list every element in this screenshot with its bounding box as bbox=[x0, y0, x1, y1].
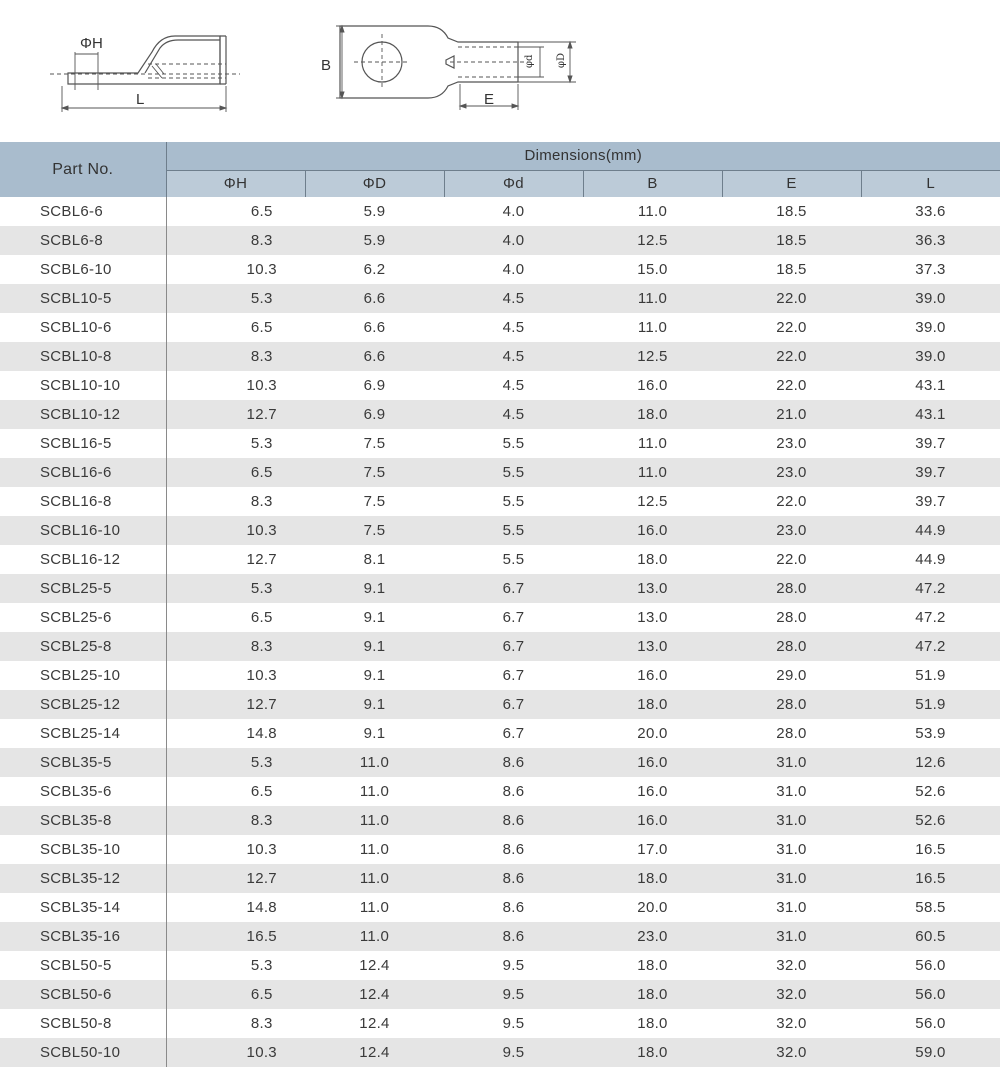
l-cell: 56.0 bbox=[915, 957, 946, 974]
phi-small-d-cell: 6.7 bbox=[444, 690, 583, 719]
phi-small-d-cell: 8.6 bbox=[502, 841, 525, 858]
phi-big-d-cell: 11.0 bbox=[359, 783, 390, 800]
table-row bbox=[0, 951, 1000, 980]
phi-small-d-cell: 4.0 bbox=[502, 261, 525, 278]
e-cell: 22.0 bbox=[722, 342, 861, 371]
e-cell: 22.0 bbox=[776, 493, 807, 510]
b-cell: 18.0 bbox=[637, 551, 668, 568]
b-cell: 16.0 bbox=[583, 806, 722, 835]
l-cell: 59.0 bbox=[861, 1038, 1000, 1067]
b-cell: 11.0 bbox=[637, 203, 668, 220]
phi-h-cell: 16.5 bbox=[166, 922, 305, 951]
part-number-cell: SCBL25-10 bbox=[0, 661, 166, 690]
e-cell: 23.0 bbox=[776, 435, 807, 452]
l-cell: 44.9 bbox=[861, 516, 1000, 545]
col-header-b: B bbox=[583, 170, 722, 197]
b-cell: 13.0 bbox=[583, 632, 722, 661]
e-cell: 32.0 bbox=[722, 980, 861, 1009]
phi-big-d-cell: 6.6 bbox=[305, 342, 444, 371]
part-number-cell: SCBL50-5 bbox=[0, 951, 166, 980]
l-cell: 47.2 bbox=[861, 574, 1000, 603]
table-row bbox=[0, 545, 1000, 574]
b-cell: 16.0 bbox=[637, 783, 668, 800]
l-cell: 39.7 bbox=[915, 435, 946, 452]
phi-big-d-cell: 11.0 bbox=[305, 864, 444, 893]
phi-small-d-cell: 5.5 bbox=[502, 435, 525, 452]
phi-h-cell: 8.3 bbox=[166, 342, 305, 371]
table-row bbox=[0, 400, 1000, 429]
e-cell: 28.0 bbox=[776, 725, 807, 742]
phi-h-cell: 6.5 bbox=[250, 783, 273, 800]
l-cell: 44.9 bbox=[915, 551, 946, 568]
e-cell: 28.0 bbox=[722, 574, 861, 603]
phi-h-cell: 5.3 bbox=[250, 957, 273, 974]
phi-h-cell: 12.7 bbox=[166, 400, 305, 429]
e-cell: 29.0 bbox=[776, 667, 807, 684]
b-cell: 20.0 bbox=[637, 725, 668, 742]
part-number-cell: SCBL6-8 bbox=[0, 226, 166, 255]
l-cell: 43.1 bbox=[915, 377, 946, 394]
part-number-cell: SCBL35-8 bbox=[0, 806, 166, 835]
phi-big-d-cell: 9.1 bbox=[363, 609, 386, 626]
part-no-header: Part No. bbox=[0, 142, 166, 197]
b-cell: 16.0 bbox=[637, 667, 668, 684]
part-number-cell: SCBL6-6 bbox=[0, 197, 166, 226]
phi-h-cell: 10.3 bbox=[246, 841, 277, 858]
phi-big-d-cell: 11.0 bbox=[359, 899, 390, 916]
phi-big-d-cell: 11.0 bbox=[305, 806, 444, 835]
e-cell: 32.0 bbox=[776, 957, 807, 974]
table-row bbox=[0, 864, 1000, 893]
table-row bbox=[0, 980, 1000, 1009]
e-cell: 28.0 bbox=[776, 609, 807, 626]
table-row bbox=[0, 458, 1000, 487]
b-cell: 16.0 bbox=[583, 748, 722, 777]
phi-h-cell: 14.8 bbox=[246, 899, 277, 916]
phi-big-d-cell: 11.0 bbox=[359, 841, 390, 858]
b-cell: 18.0 bbox=[583, 980, 722, 1009]
part-number-cell: SCBL25-6 bbox=[0, 603, 166, 632]
part-number-cell: SCBL25-14 bbox=[0, 719, 166, 748]
phi-big-d-cell: 9.1 bbox=[363, 667, 386, 684]
phi-big-d-cell: 5.9 bbox=[363, 203, 386, 220]
phi-small-d-cell: 8.6 bbox=[502, 783, 525, 800]
phi-small-d-cell: 6.7 bbox=[444, 574, 583, 603]
l-cell: 39.0 bbox=[861, 342, 1000, 371]
phi-small-d-cell: 8.6 bbox=[444, 748, 583, 777]
e-cell: 22.0 bbox=[776, 377, 807, 394]
part-number-cell: SCBL25-12 bbox=[0, 690, 166, 719]
phi-small-d-cell: 6.7 bbox=[502, 725, 525, 742]
l-cell: 12.6 bbox=[861, 748, 1000, 777]
phi-big-d-cell: 6.9 bbox=[363, 377, 386, 394]
phi-big-d-cell: 12.4 bbox=[359, 957, 390, 974]
phi-h-cell: 5.3 bbox=[166, 574, 305, 603]
l-cell: 33.6 bbox=[915, 203, 946, 220]
phi-big-d-cell: 9.1 bbox=[305, 632, 444, 661]
phi-h-cell: 8.3 bbox=[250, 493, 273, 510]
phi-small-d-cell: 4.5 bbox=[444, 284, 583, 313]
phi-h-cell: 6.5 bbox=[166, 458, 305, 487]
table-row bbox=[0, 284, 1000, 313]
phi-big-d-cell: 6.9 bbox=[305, 400, 444, 429]
phi-h-cell: 8.3 bbox=[166, 226, 305, 255]
col-header-phi-big-d: ΦD bbox=[305, 170, 444, 197]
b-cell: 16.0 bbox=[583, 516, 722, 545]
phi-big-d-cell: 12.4 bbox=[359, 1015, 390, 1032]
l-cell: 16.5 bbox=[861, 864, 1000, 893]
table-row bbox=[0, 226, 1000, 255]
table-row bbox=[0, 835, 1000, 864]
phi-h-cell: 6.5 bbox=[250, 319, 273, 336]
e-cell: 31.0 bbox=[722, 864, 861, 893]
phi-h-cell: 10.3 bbox=[166, 516, 305, 545]
phi-big-d-cell: 7.5 bbox=[305, 458, 444, 487]
phi-big-d-cell: 12.4 bbox=[305, 980, 444, 1009]
phi-small-d-cell: 8.6 bbox=[502, 899, 525, 916]
phi-big-d-cell: 5.9 bbox=[305, 226, 444, 255]
b-cell: 12.5 bbox=[583, 226, 722, 255]
e-cell: 32.0 bbox=[722, 1038, 861, 1067]
table-row bbox=[0, 371, 1000, 400]
l-cell: 39.7 bbox=[915, 493, 946, 510]
phi-big-d-cell: 7.5 bbox=[363, 493, 386, 510]
e-cell: 31.0 bbox=[722, 806, 861, 835]
b-cell: 11.0 bbox=[583, 458, 722, 487]
l-cell: 52.6 bbox=[861, 806, 1000, 835]
phi-small-d-cell: 4.5 bbox=[444, 342, 583, 371]
l-cell: 39.7 bbox=[861, 458, 1000, 487]
b-cell: 23.0 bbox=[583, 922, 722, 951]
phi-big-d-cell: 8.1 bbox=[363, 551, 386, 568]
b-cell: 18.0 bbox=[583, 1038, 722, 1067]
part-number-cell: SCBL16-6 bbox=[0, 458, 166, 487]
phi-small-d-cell: 6.7 bbox=[502, 609, 525, 626]
b-cell: 18.0 bbox=[637, 957, 668, 974]
dimensions-header: Dimensions(mm) bbox=[166, 142, 1000, 170]
phi-small-d-label: φd bbox=[524, 54, 535, 68]
e-cell: 31.0 bbox=[722, 748, 861, 777]
l-label: L bbox=[136, 91, 145, 108]
table-row bbox=[0, 603, 1000, 632]
l-cell: 39.0 bbox=[915, 319, 946, 336]
table-row bbox=[0, 313, 1000, 342]
table-row bbox=[0, 197, 1000, 226]
phi-big-d-label: φD bbox=[556, 52, 567, 68]
phi-h-cell: 6.5 bbox=[250, 203, 273, 220]
table-row bbox=[0, 342, 1000, 371]
phi-big-d-cell: 9.1 bbox=[363, 725, 386, 742]
phi-h-cell: 6.5 bbox=[166, 980, 305, 1009]
table-body bbox=[0, 197, 1000, 1067]
e-cell: 31.0 bbox=[776, 841, 807, 858]
part-number-cell: SCBL35-6 bbox=[0, 777, 166, 806]
e-cell: 18.5 bbox=[776, 203, 807, 220]
part-number-cell: SCBL50-6 bbox=[0, 980, 166, 1009]
col-header-l: L bbox=[861, 170, 1000, 197]
part-number-cell: SCBL25-5 bbox=[0, 574, 166, 603]
dimensions-table bbox=[0, 142, 1000, 1067]
phi-big-d-cell: 11.0 bbox=[305, 748, 444, 777]
phi-h-cell: 10.3 bbox=[246, 261, 277, 278]
e-cell: 21.0 bbox=[722, 400, 861, 429]
phi-big-d-cell: 6.6 bbox=[363, 319, 386, 336]
b-cell: 12.5 bbox=[637, 493, 668, 510]
b-cell: 17.0 bbox=[637, 841, 668, 858]
b-cell: 20.0 bbox=[637, 899, 668, 916]
e-cell: 18.5 bbox=[776, 261, 807, 278]
b-label: B bbox=[321, 57, 332, 74]
phi-big-d-cell: 6.2 bbox=[363, 261, 386, 278]
phi-h-cell: 5.3 bbox=[166, 748, 305, 777]
phi-h-label: ΦH bbox=[80, 35, 103, 52]
phi-h-cell: 14.8 bbox=[246, 725, 277, 742]
e-cell: 31.0 bbox=[776, 783, 807, 800]
table-row bbox=[0, 632, 1000, 661]
side-view-drawing bbox=[40, 18, 280, 138]
b-cell: 18.0 bbox=[583, 864, 722, 893]
col-header-phi-h: ΦH bbox=[166, 170, 305, 197]
b-cell: 15.0 bbox=[637, 261, 668, 278]
phi-h-cell: 8.3 bbox=[166, 632, 305, 661]
e-cell: 22.0 bbox=[776, 551, 807, 568]
e-cell: 32.0 bbox=[776, 1015, 807, 1032]
l-cell: 16.5 bbox=[915, 841, 946, 858]
part-number-cell: SCBL35-14 bbox=[0, 893, 166, 922]
part-number-cell: SCBL35-16 bbox=[0, 922, 166, 951]
phi-small-d-cell: 9.5 bbox=[444, 1038, 583, 1067]
col-header-phi-small-d: Φd bbox=[444, 170, 583, 197]
l-cell: 36.3 bbox=[861, 226, 1000, 255]
phi-small-d-cell: 9.5 bbox=[444, 980, 583, 1009]
l-cell: 51.9 bbox=[861, 690, 1000, 719]
part-number-cell: SCBL10-12 bbox=[0, 400, 166, 429]
table-row bbox=[0, 777, 1000, 806]
phi-h-cell: 8.3 bbox=[250, 1015, 273, 1032]
part-number-cell: SCBL16-10 bbox=[0, 516, 166, 545]
b-cell: 18.0 bbox=[583, 690, 722, 719]
phi-h-cell: 8.3 bbox=[166, 806, 305, 835]
e-cell: 31.0 bbox=[722, 922, 861, 951]
phi-small-d-cell: 8.6 bbox=[444, 806, 583, 835]
part-number-cell: SCBL50-10 bbox=[0, 1038, 166, 1067]
l-cell: 52.6 bbox=[915, 783, 946, 800]
phi-small-d-cell: 6.7 bbox=[444, 632, 583, 661]
part-number-cell: SCBL16-12 bbox=[0, 545, 166, 574]
e-cell: 22.0 bbox=[722, 284, 861, 313]
phi-h-cell: 12.7 bbox=[166, 864, 305, 893]
phi-h-cell: 10.3 bbox=[246, 377, 277, 394]
part-number-cell: SCBL10-6 bbox=[0, 313, 166, 342]
b-cell: 13.0 bbox=[583, 574, 722, 603]
table-row bbox=[0, 719, 1000, 748]
l-cell: 39.0 bbox=[861, 284, 1000, 313]
e-cell: 31.0 bbox=[776, 899, 807, 916]
l-cell: 51.9 bbox=[915, 667, 946, 684]
part-number-cell: SCBL35-5 bbox=[0, 748, 166, 777]
b-cell: 11.0 bbox=[583, 284, 722, 313]
phi-big-d-cell: 9.1 bbox=[305, 574, 444, 603]
table-row bbox=[0, 690, 1000, 719]
l-cell: 43.1 bbox=[861, 400, 1000, 429]
phi-h-cell: 12.7 bbox=[246, 551, 277, 568]
b-cell: 16.0 bbox=[637, 377, 668, 394]
table-row bbox=[0, 922, 1000, 951]
l-cell: 53.9 bbox=[915, 725, 946, 742]
part-number-cell: SCBL25-8 bbox=[0, 632, 166, 661]
phi-small-d-cell: 4.0 bbox=[444, 226, 583, 255]
e-cell: 28.0 bbox=[722, 690, 861, 719]
e-cell: 23.0 bbox=[722, 458, 861, 487]
phi-small-d-cell: 9.5 bbox=[502, 957, 525, 974]
b-cell: 18.0 bbox=[583, 400, 722, 429]
b-cell: 11.0 bbox=[637, 319, 668, 336]
part-number-cell: SCBL35-12 bbox=[0, 864, 166, 893]
table-row bbox=[0, 429, 1000, 458]
b-cell: 18.0 bbox=[637, 1015, 668, 1032]
phi-small-d-cell: 4.5 bbox=[444, 400, 583, 429]
phi-small-d-cell: 4.0 bbox=[502, 203, 525, 220]
part-number-cell: SCBL50-8 bbox=[0, 1009, 166, 1038]
e-cell: 28.0 bbox=[722, 632, 861, 661]
l-cell: 56.0 bbox=[861, 980, 1000, 1009]
phi-big-d-cell: 7.5 bbox=[363, 435, 386, 452]
table-row bbox=[0, 487, 1000, 516]
table-row bbox=[0, 661, 1000, 690]
table-row bbox=[0, 806, 1000, 835]
part-number-cell: SCBL16-8 bbox=[0, 487, 166, 516]
l-cell: 47.2 bbox=[861, 632, 1000, 661]
phi-small-d-cell: 4.5 bbox=[502, 377, 525, 394]
table-row bbox=[0, 748, 1000, 777]
phi-small-d-cell: 6.7 bbox=[502, 667, 525, 684]
phi-h-cell: 10.3 bbox=[166, 1038, 305, 1067]
e-cell: 22.0 bbox=[776, 319, 807, 336]
table-row bbox=[0, 1038, 1000, 1067]
phi-big-d-cell: 11.0 bbox=[305, 922, 444, 951]
table-row bbox=[0, 516, 1000, 545]
phi-h-cell: 5.3 bbox=[166, 284, 305, 313]
part-number-cell: SCBL35-10 bbox=[0, 835, 166, 864]
phi-small-d-cell: 9.5 bbox=[502, 1015, 525, 1032]
l-cell: 58.5 bbox=[915, 899, 946, 916]
phi-small-d-cell: 8.6 bbox=[444, 864, 583, 893]
col-header-e: E bbox=[722, 170, 861, 197]
phi-small-d-cell: 5.5 bbox=[444, 516, 583, 545]
table-row bbox=[0, 574, 1000, 603]
table-row bbox=[0, 893, 1000, 922]
table-row bbox=[0, 255, 1000, 284]
phi-big-d-cell: 6.6 bbox=[305, 284, 444, 313]
part-number-cell: SCBL10-8 bbox=[0, 342, 166, 371]
phi-small-d-cell: 5.5 bbox=[502, 493, 525, 510]
phi-small-d-cell: 5.5 bbox=[502, 551, 525, 568]
l-cell: 47.2 bbox=[915, 609, 946, 626]
phi-big-d-cell: 7.5 bbox=[305, 516, 444, 545]
part-number-cell: SCBL10-5 bbox=[0, 284, 166, 313]
e-cell: 23.0 bbox=[722, 516, 861, 545]
b-cell: 11.0 bbox=[637, 435, 668, 452]
phi-h-cell: 6.5 bbox=[250, 609, 273, 626]
l-cell: 37.3 bbox=[915, 261, 946, 278]
b-cell: 13.0 bbox=[637, 609, 668, 626]
e-label: E bbox=[484, 91, 495, 108]
phi-h-cell: 10.3 bbox=[246, 667, 277, 684]
e-cell: 18.5 bbox=[722, 226, 861, 255]
l-cell: 56.0 bbox=[915, 1015, 946, 1032]
l-cell: 60.5 bbox=[861, 922, 1000, 951]
part-number-cell: SCBL16-5 bbox=[0, 429, 166, 458]
part-number-cell: SCBL10-10 bbox=[0, 371, 166, 400]
b-cell: 12.5 bbox=[583, 342, 722, 371]
phi-h-cell: 5.3 bbox=[250, 435, 273, 452]
phi-h-cell: 12.7 bbox=[166, 690, 305, 719]
phi-big-d-cell: 9.1 bbox=[305, 690, 444, 719]
part-number-cell: SCBL6-10 bbox=[0, 255, 166, 284]
table-row bbox=[0, 1009, 1000, 1038]
top-view-drawing bbox=[318, 20, 588, 130]
phi-small-d-cell: 5.5 bbox=[444, 458, 583, 487]
phi-small-d-cell: 4.5 bbox=[502, 319, 525, 336]
phi-small-d-cell: 8.6 bbox=[444, 922, 583, 951]
technical-drawings bbox=[0, 0, 1000, 140]
phi-big-d-cell: 12.4 bbox=[305, 1038, 444, 1067]
